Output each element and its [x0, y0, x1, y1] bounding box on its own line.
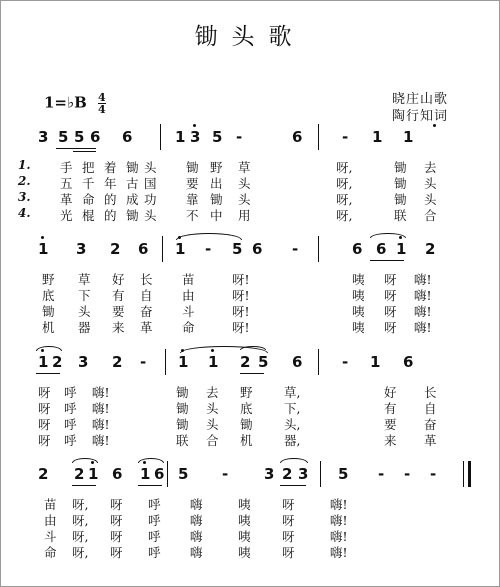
- lyric-syllable: 嗨!: [92, 385, 110, 400]
- lyric-syllable: 命: [82, 192, 95, 207]
- note: 2: [52, 353, 63, 371]
- note: -: [404, 465, 411, 483]
- note: -: [378, 465, 385, 483]
- lyric-syllable: 斗: [182, 304, 195, 319]
- note: 1: [38, 353, 49, 371]
- lyric-syllable: 呀: [282, 545, 295, 560]
- lyric-syllable: 靠: [186, 192, 199, 207]
- lyric-syllable: 野: [42, 272, 55, 287]
- slur-tie: [280, 458, 308, 463]
- note: -: [205, 240, 212, 258]
- lyric-syllable: 嗨!: [92, 433, 110, 448]
- lyric-syllable: 草: [238, 160, 251, 175]
- high-octave-dot: [193, 124, 196, 127]
- lyric-syllable: 头: [144, 208, 157, 223]
- lyric-syllable: 古: [126, 176, 139, 191]
- note: 5: [178, 465, 189, 483]
- lyric-syllable: 嗨!: [414, 304, 432, 319]
- note: 2: [240, 353, 251, 371]
- lyric-syllable: 年: [104, 176, 117, 191]
- lyric-syllable: 长: [424, 385, 437, 400]
- note: 6: [376, 240, 387, 258]
- lyric-syllable: 中: [210, 208, 223, 223]
- slur-tie: [240, 346, 266, 350]
- lyric-syllable: 呼: [64, 385, 77, 400]
- lyric-syllable: 下,: [284, 401, 301, 416]
- lyric-syllable: 着: [104, 160, 117, 175]
- beam-underline: [280, 485, 306, 486]
- note: 6: [403, 353, 414, 371]
- lyric-syllable: 奋: [424, 417, 437, 432]
- barline: [320, 461, 321, 487]
- beam-underline: [56, 148, 96, 149]
- lyric-syllable: 咦: [352, 272, 365, 287]
- barline: [160, 124, 161, 150]
- beam-underline: [73, 151, 96, 152]
- lyric-syllable: 嗨!: [414, 288, 432, 303]
- note: 2: [112, 353, 123, 371]
- time-top: 4: [98, 91, 106, 104]
- lyric-syllable: 锄: [186, 160, 199, 175]
- lyric-syllable: 呼: [148, 545, 161, 560]
- lyric-syllable: 千: [82, 176, 95, 191]
- lyric-syllable: 锄: [126, 208, 139, 223]
- lyric-syllable: 成: [126, 192, 139, 207]
- note: 3: [38, 128, 49, 146]
- key-signature: [44, 92, 106, 115]
- beam-underline: [36, 373, 60, 374]
- lyric-syllable: 呀,: [336, 208, 353, 223]
- lyric-syllable: 锄: [394, 176, 407, 191]
- lyric-syllable: 合: [206, 433, 219, 448]
- verse-number: 1.: [18, 158, 31, 172]
- lyric-syllable: 自: [140, 288, 153, 303]
- note: 5: [74, 128, 85, 146]
- note: 5: [212, 128, 223, 146]
- lyric-syllable: 呀,: [336, 160, 353, 175]
- lyric-syllable: 功: [144, 192, 157, 207]
- lyric-syllable: 联: [176, 433, 189, 448]
- lyric-syllable: 锄: [240, 417, 253, 432]
- barline: [165, 349, 166, 375]
- note: 1: [175, 240, 186, 258]
- time-bottom: 4: [98, 103, 106, 116]
- lyric-syllable: 呀: [110, 545, 123, 560]
- verse-number: 2.: [18, 174, 31, 188]
- lyric-syllable: 呀!: [232, 288, 250, 303]
- note: 6: [90, 128, 101, 146]
- lyric-syllable: 草: [78, 272, 91, 287]
- lyric-syllable: 头: [424, 176, 437, 191]
- note: 6: [292, 353, 303, 371]
- note: 2: [74, 465, 85, 483]
- lyric-syllable: 嗨!: [92, 417, 110, 432]
- lyric-syllable: 底: [42, 288, 55, 303]
- lyric-syllable: 苗: [182, 272, 195, 287]
- note: 1: [175, 128, 186, 146]
- lyric-syllable: 呀,: [336, 176, 353, 191]
- barline: [162, 236, 163, 262]
- lyric-syllable: 锄: [176, 385, 189, 400]
- lyric-syllable: 呀: [282, 497, 295, 512]
- slur-tie: [138, 458, 164, 463]
- beam-underline: [240, 373, 264, 374]
- lyric-syllable: 用: [238, 208, 251, 223]
- lyric-syllable: 锄: [126, 160, 139, 175]
- lyric-syllable: 去: [206, 385, 219, 400]
- lyric-syllable: 五: [60, 176, 73, 191]
- lyric-syllable: 锄: [394, 192, 407, 207]
- lyric-syllable: 要: [186, 176, 199, 191]
- note: -: [342, 128, 349, 146]
- note: 1: [140, 465, 151, 483]
- high-octave-dot: [41, 236, 44, 239]
- note: 1: [88, 465, 99, 483]
- lyric-syllable: 嗨!: [330, 497, 348, 512]
- high-octave-dot: [433, 124, 436, 127]
- lyric-syllable: 锄: [394, 160, 407, 175]
- lyric-syllable: 长: [140, 272, 153, 287]
- lyric-syllable: 呼: [64, 417, 77, 432]
- lyric-syllable: 革: [140, 320, 153, 335]
- lyric-syllable: 呀!: [232, 272, 250, 287]
- lyric-syllable: 呀: [110, 513, 123, 528]
- lyric-syllable: 呀: [38, 401, 51, 416]
- lyric-syllable: 嗨: [190, 513, 203, 528]
- lyric-syllable: 要: [112, 304, 125, 319]
- lyric-syllable: 嗨!: [414, 320, 432, 335]
- lyric-syllable: 野: [240, 385, 253, 400]
- time-signature: [98, 92, 106, 115]
- note: 5: [58, 128, 69, 146]
- lyric-syllable: 光: [60, 208, 73, 223]
- lyric-syllable: 呼: [148, 513, 161, 528]
- lyric-syllable: 呀!: [232, 320, 250, 335]
- lyric-syllable: 呼: [64, 433, 77, 448]
- lyric-syllable: 野: [210, 160, 223, 175]
- lyric-syllable: 锄: [176, 417, 189, 432]
- lyric-syllable: 头: [206, 417, 219, 432]
- lyric-syllable: 呀,: [72, 497, 89, 512]
- note: 3: [76, 240, 87, 258]
- note: 6: [352, 240, 363, 258]
- lyric-syllable: 嗨!: [330, 513, 348, 528]
- lyric-syllable: 革: [60, 192, 73, 207]
- lyric-syllable: 呀,: [72, 529, 89, 544]
- note: 1: [372, 128, 383, 146]
- lyric-syllable: 来: [112, 320, 125, 335]
- note: 6: [252, 240, 263, 258]
- slur-tie: [176, 233, 242, 240]
- end-barline: [463, 461, 464, 487]
- song-title: 锄头歌: [194, 24, 306, 50]
- lyric-syllable: 机: [240, 433, 253, 448]
- lyric-syllable: 棍: [82, 208, 95, 223]
- beam-underline: [370, 260, 404, 261]
- lyric-syllable: 呀: [110, 497, 123, 512]
- note: 2: [425, 240, 436, 258]
- note: -: [236, 128, 243, 146]
- note: 5: [338, 465, 349, 483]
- lyric-syllable: 呼: [64, 401, 77, 416]
- note: 1: [403, 128, 414, 146]
- lyric-syllable: 咦: [238, 529, 251, 544]
- note: 1: [370, 353, 381, 371]
- lyric-syllable: 命: [182, 320, 195, 335]
- lyric-syllable: 锄: [42, 304, 55, 319]
- lyric-syllable: 咦: [238, 513, 251, 528]
- end-barline-thick: [468, 461, 471, 487]
- note: 3: [78, 353, 89, 371]
- music-credit: 晓庄山歌: [392, 92, 449, 107]
- note: 6: [292, 128, 303, 146]
- lyric-syllable: 呀: [110, 529, 123, 544]
- lyric-syllable: 头: [424, 192, 437, 207]
- lyric-syllable: 头: [78, 304, 91, 319]
- lyric-syllable: 革: [424, 433, 437, 448]
- lyric-syllable: 咦: [238, 545, 251, 560]
- note: 6: [112, 465, 123, 483]
- lyric-syllable: 有: [384, 401, 397, 416]
- lyric-syllable: 奋: [140, 304, 153, 319]
- lyric-syllable: 呀: [384, 272, 397, 287]
- note: 3: [190, 128, 201, 146]
- lyric-syllable: 由: [44, 513, 57, 528]
- lyric-syllable: 头: [238, 192, 251, 207]
- lyric-syllable: 呀: [282, 529, 295, 544]
- lyric-syllable: 呼: [148, 529, 161, 544]
- note: 6: [138, 240, 149, 258]
- slur-tie: [370, 233, 406, 238]
- lyric-syllable: 好: [112, 272, 125, 287]
- lyric-syllable: 来: [384, 433, 397, 448]
- note: 3: [264, 465, 275, 483]
- lyric-syllable: 嗨!: [414, 272, 432, 287]
- lyric-syllable: 联: [394, 208, 407, 223]
- lyric-syllable: 器,: [284, 433, 301, 448]
- lyric-syllable: 呀,: [336, 192, 353, 207]
- lyric-syllable: 呀,: [72, 513, 89, 528]
- note: 1: [178, 353, 189, 371]
- lyric-syllable: 呀,: [72, 545, 89, 560]
- lyric-syllable: 底: [240, 401, 253, 416]
- note: -: [140, 353, 147, 371]
- note: 2: [38, 465, 49, 483]
- note: 3: [298, 465, 309, 483]
- note: 2: [282, 465, 293, 483]
- beam-underline: [72, 485, 96, 486]
- lyric-syllable: 自: [424, 401, 437, 416]
- lyric-syllable: 头: [206, 401, 219, 416]
- lyric-syllable: 咦: [352, 304, 365, 319]
- lyric-syllable: 嗨: [190, 545, 203, 560]
- lyric-syllable: 手: [60, 160, 73, 175]
- lyric-syllable: 呀: [384, 304, 397, 319]
- lyric-syllable: 头: [238, 176, 251, 191]
- lyric-syllable: 嗨: [190, 529, 203, 544]
- lyric-syllable: 呼: [148, 497, 161, 512]
- lyric-syllable: 呀: [384, 288, 397, 303]
- lyric-syllable: 嗨!: [92, 401, 110, 416]
- lyric-syllable: 要: [384, 417, 397, 432]
- note: -: [292, 240, 299, 258]
- lyric-syllable: 命: [44, 545, 57, 560]
- lyric-syllable: 国: [144, 176, 157, 191]
- lyric-syllable: 呀: [38, 433, 51, 448]
- lyric-syllable: 把: [82, 160, 95, 175]
- lyric-syllable: 器: [78, 320, 91, 335]
- lyric-syllable: 呀: [384, 320, 397, 335]
- lyric-syllable: 下: [78, 288, 91, 303]
- lyric-syllable: 咦: [238, 497, 251, 512]
- verse-number: 3.: [18, 190, 31, 204]
- verse-number: 4.: [18, 206, 31, 220]
- beam-underline: [138, 485, 162, 486]
- lyric-syllable: 不: [186, 208, 199, 223]
- note: 1: [208, 353, 219, 371]
- lyric-syllable: 由: [182, 288, 195, 303]
- note: 1: [396, 240, 407, 258]
- lyric-syllable: 锄: [176, 401, 189, 416]
- note: 2: [110, 240, 121, 258]
- lyric-syllable: 的: [104, 192, 117, 207]
- barline: [318, 236, 319, 262]
- lyric-syllable: 嗨!: [330, 529, 348, 544]
- lyric-syllable: 呀!: [232, 304, 250, 319]
- note: 5: [258, 353, 269, 371]
- lyric-syllable: 去: [424, 160, 437, 175]
- lyric-syllable: 的: [104, 208, 117, 223]
- lyric-syllable: 有: [112, 288, 125, 303]
- note: 1: [38, 240, 49, 258]
- lyric-syllable: 头: [144, 160, 157, 175]
- lyric-syllable: 嗨!: [330, 545, 348, 560]
- lyric-syllable: 咦: [352, 288, 365, 303]
- note: -: [222, 465, 229, 483]
- note: -: [342, 353, 349, 371]
- lyric-syllable: 呀: [282, 513, 295, 528]
- lyric-syllable: 呀: [38, 385, 51, 400]
- lyric-syllable: 出: [210, 176, 223, 191]
- lyric-syllable: 咦: [352, 320, 365, 335]
- slur-tie: [72, 458, 98, 463]
- lyric-syllable: 苗: [44, 497, 57, 512]
- note: 5: [232, 240, 243, 258]
- note: 6: [154, 465, 165, 483]
- lyric-syllable: 好: [384, 385, 397, 400]
- note: -: [430, 465, 437, 483]
- key-label: 1=♭B: [44, 93, 87, 112]
- lyric-syllable: 锄: [210, 192, 223, 207]
- lyric-syllable: 呀: [38, 417, 51, 432]
- lyric-syllable: 机: [42, 320, 55, 335]
- barline: [318, 124, 319, 150]
- lyric-syllable: 头,: [284, 417, 301, 432]
- slur-tie: [36, 346, 62, 351]
- lyric-syllable: 嗨: [190, 497, 203, 512]
- lyric-syllable: 合: [424, 208, 437, 223]
- lyrics-credit: 陶行知词: [392, 109, 449, 124]
- barline: [167, 461, 168, 487]
- barline: [318, 349, 319, 375]
- note: 6: [122, 128, 133, 146]
- lyric-syllable: 草,: [284, 385, 301, 400]
- lyric-syllable: 斗: [44, 529, 57, 544]
